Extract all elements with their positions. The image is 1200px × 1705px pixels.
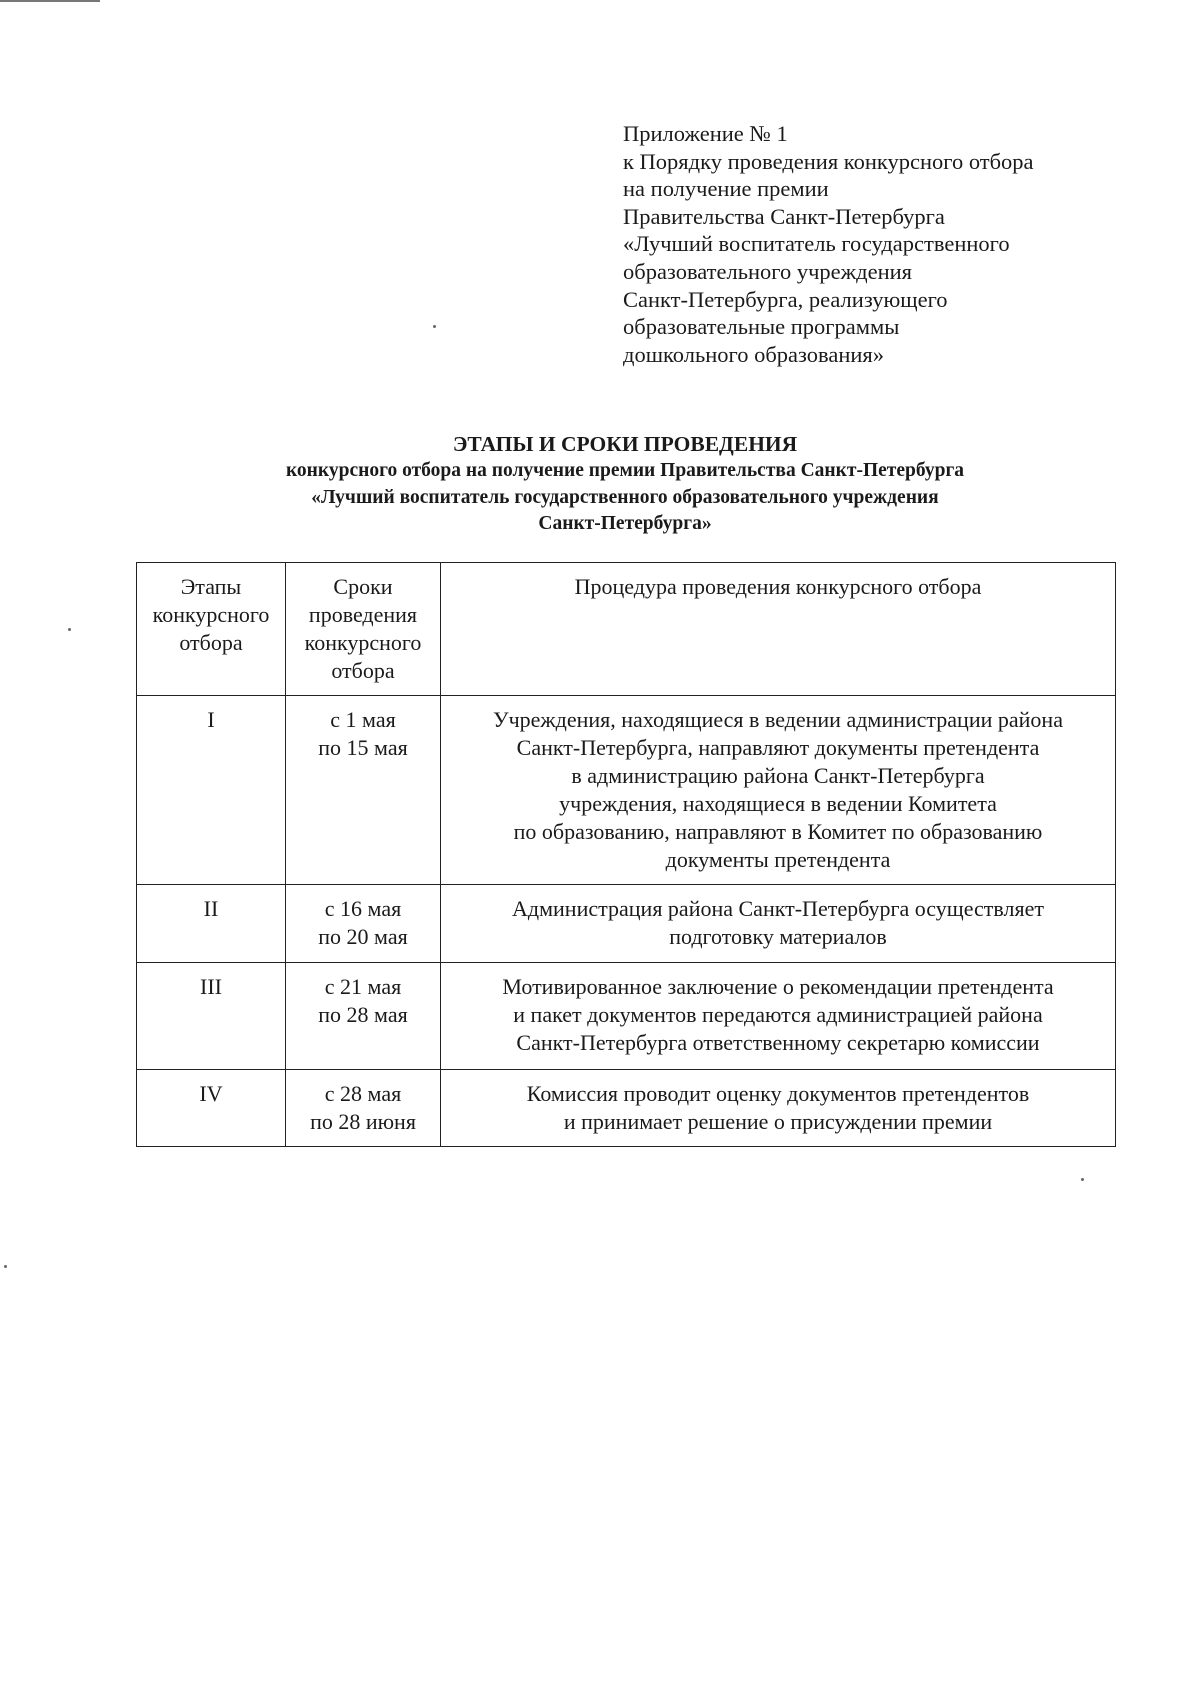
cell-procedure: [441, 696, 1116, 885]
document-title: ЭТАПЫ И СРОКИ ПРОВЕДЕНИЯ: [452, 432, 798, 456]
date-line: по 28 июня: [310, 1109, 416, 1134]
procedure-line: учреждения, находящиеся в ведении Комитета: [559, 791, 997, 816]
appendix-note: [623, 120, 1103, 368]
cell-procedure: [441, 885, 1116, 963]
procedure-line: документы претендента: [665, 847, 891, 872]
table-row: [137, 1070, 1116, 1147]
header-text: Сроки: [333, 574, 393, 599]
scan-artifact-line: [0, 0, 100, 2]
procedure-line: и пакет документов передаются администрацией района: [513, 1002, 1043, 1027]
header-text: конкурсного: [304, 630, 422, 655]
procedure-line: Санкт-Петербурга ответственному секретарю комиссии: [516, 1030, 1040, 1055]
appendix-line: «Лучший воспитатель государственного: [623, 231, 1010, 257]
cell-procedure: [441, 1070, 1116, 1147]
header-text: Этапы: [180, 574, 242, 599]
stages-table: [136, 562, 1116, 1147]
date-line: с 16 мая: [324, 896, 402, 921]
header-procedure: [441, 563, 1116, 696]
header-text: отбора: [331, 658, 395, 683]
procedure-line: Комиссия проводит оценку документов претендентов: [526, 1081, 1030, 1106]
appendix-line: к Порядку проведения конкурсного отбора: [623, 148, 1034, 174]
header-dates: [286, 563, 441, 696]
appendix-line: Санкт-Петербурга, реализующего: [623, 286, 948, 312]
cell-dates: [286, 1070, 441, 1147]
date-line: с 1 мая: [330, 707, 396, 732]
procedure-line: по образованию, направляют в Комитет по образованию: [513, 819, 1043, 844]
appendix-line: Правительства Санкт-Петербурга: [623, 203, 945, 229]
cell-stage: II: [137, 885, 286, 963]
date-line: по 28 мая: [318, 1002, 408, 1027]
procedure-line: Учреждения, находящиеся в ведении администрации района: [493, 707, 1063, 732]
table-row: [137, 696, 1116, 885]
scan-speck: [433, 325, 436, 328]
document-heading: [130, 430, 1120, 538]
cell-stage: IV: [137, 1070, 286, 1147]
document-subtitle-line: конкурсного отбора на получение премии Правительства Санкт-Петербурга: [285, 460, 965, 481]
date-line: с 28 мая: [324, 1081, 402, 1106]
header-text: проведения: [308, 602, 418, 627]
document-subtitle-line: «Лучший воспитатель государственного образовательного учреждения: [311, 486, 939, 508]
cell-dates: [286, 696, 441, 885]
cell-procedure: [441, 963, 1116, 1070]
procedure-line: Мотивированное заключение о рекомендации претендента: [502, 974, 1054, 999]
cell-stage: I: [137, 696, 286, 885]
appendix-line: дошкольного образования»: [623, 341, 885, 367]
procedure-line: и принимает решение о присуждении премии: [563, 1109, 993, 1134]
table-row: [137, 963, 1116, 1070]
appendix-line: образовательные программы: [623, 314, 900, 340]
date-line: по 20 мая: [318, 924, 408, 949]
header-stage: [137, 563, 286, 696]
scan-speck: [4, 1265, 7, 1268]
procedure-line: Санкт-Петербурга, направляют документы претендента: [516, 735, 1040, 760]
table-header-row: [137, 563, 1116, 696]
cell-stage: III: [137, 963, 286, 1070]
appendix-line: Приложение № 1: [623, 121, 788, 146]
appendix-line: образовательного учреждения: [623, 258, 913, 284]
header-text: отбора: [179, 630, 243, 655]
cell-dates: [286, 885, 441, 963]
procedure-line: в администрацию района Санкт-Петербурга: [571, 763, 985, 788]
table-row: [137, 885, 1116, 963]
appendix-line: на получение премии: [623, 176, 829, 202]
procedure-line: Администрация района Санкт-Петербурга осуществляет: [512, 896, 1044, 921]
scan-speck: [68, 628, 71, 631]
header-text: конкурсного: [152, 602, 270, 627]
document-subtitle-line: Санкт-Петербурга»: [538, 513, 712, 534]
scan-speck: [1081, 1178, 1084, 1181]
date-line: по 15 мая: [318, 735, 408, 760]
header-text: Процедура проведения конкурсного отбора: [574, 574, 982, 599]
procedure-line: подготовку материалов: [669, 924, 887, 949]
date-line: с 21 мая: [324, 974, 402, 999]
cell-dates: [286, 963, 441, 1070]
